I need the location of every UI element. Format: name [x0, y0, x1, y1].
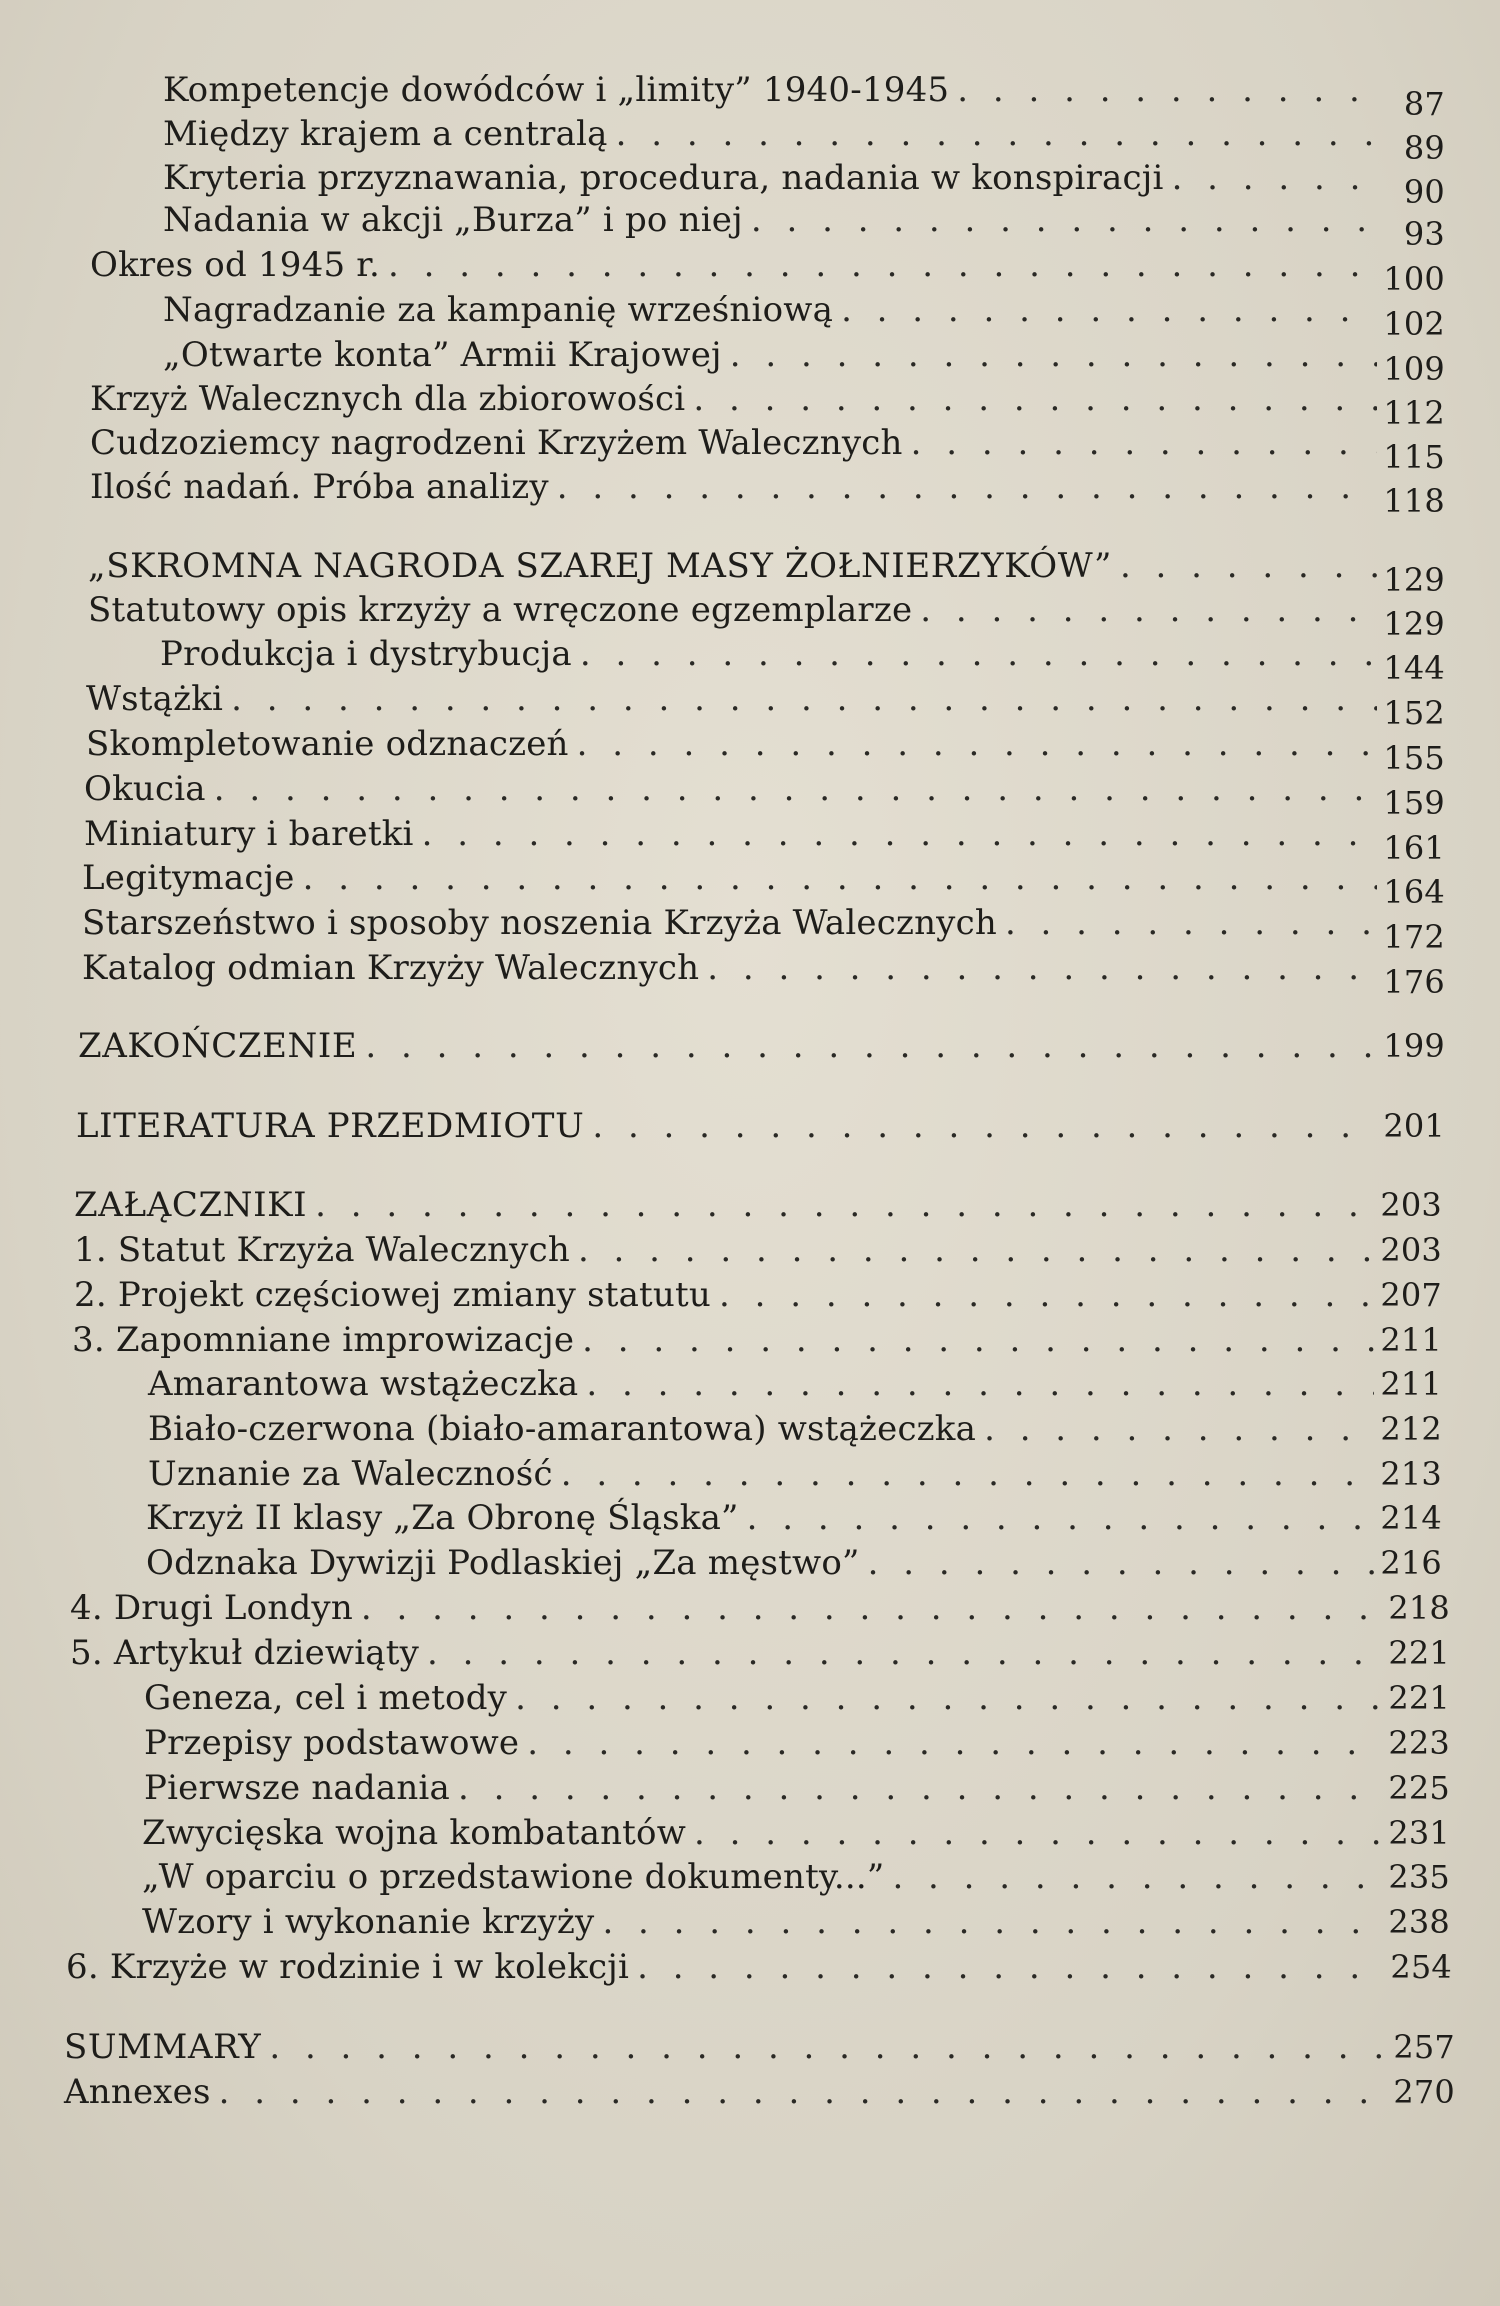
- toc-entry-title: Pierwsze nadania: [144, 1768, 450, 1808]
- dot-leader: [458, 1768, 1382, 1808]
- toc-entry: [74, 1185, 1442, 1225]
- toc-entry-page-number: 100: [1383, 260, 1445, 298]
- toc-entry-title: SUMMARY: [64, 2027, 262, 2067]
- dot-leader: [693, 379, 1377, 419]
- dot-leader: [911, 423, 1378, 463]
- toc-entry-title: Wzory i wykonanie krzyży: [142, 1902, 595, 1942]
- toc-entry-page-number: 112: [1383, 394, 1445, 432]
- toc-entry: [146, 1498, 1442, 1538]
- toc-entry: [70, 1633, 1450, 1673]
- toc-entry: [88, 590, 1445, 643]
- toc-entry-page-number: 207: [1380, 1276, 1442, 1314]
- dot-leader: [592, 1106, 1377, 1146]
- toc-entry: [163, 290, 1445, 343]
- toc-entry-page-number: 129: [1383, 561, 1445, 599]
- toc-entry-title: Kryteria przyznawania, procedura, nadania w konspiracji: [163, 158, 1164, 198]
- toc-entry: [78, 1026, 1445, 1066]
- dot-leader: [582, 1320, 1374, 1360]
- toc-entry-page-number: 152: [1383, 694, 1445, 732]
- dot-leader: [719, 1275, 1374, 1315]
- toc-entry-title: Między krajem a centralą: [163, 114, 608, 154]
- dot-leader: [747, 1498, 1375, 1538]
- toc-entry-title: Annexes: [64, 2072, 211, 2112]
- toc-entry-page-number: 89: [1403, 129, 1445, 167]
- toc-entry-page-number: 203: [1380, 1231, 1442, 1269]
- toc-entry-page-number: 254: [1390, 1948, 1452, 1986]
- dot-leader: [561, 1454, 1375, 1494]
- toc-entry: [90, 379, 1445, 432]
- toc-entry-page-number: 212: [1380, 1410, 1442, 1448]
- toc-entry-page-number: 270: [1393, 2073, 1455, 2111]
- toc-entry: [72, 1320, 1442, 1360]
- dot-leader: [515, 1678, 1382, 1718]
- dot-leader: [365, 1026, 1377, 1066]
- toc-entry-title: 4. Drugi Londyn: [70, 1588, 353, 1628]
- dot-leader: [841, 290, 1377, 330]
- toc-entry: [163, 114, 1445, 167]
- toc-entry-title: „SKROMNA NAGRODA SZAREJ MASY ŻOŁNIERZYKÓW”: [88, 546, 1112, 586]
- toc-entry-title: Legitymacje: [82, 858, 295, 898]
- toc-entry-title: Ilość nadań. Próba analizy: [90, 467, 549, 507]
- dot-leader: [1005, 903, 1377, 943]
- toc-entry-page-number: 102: [1383, 305, 1445, 343]
- toc-entry: [84, 814, 1445, 867]
- toc-entry-page-number: 109: [1383, 350, 1445, 388]
- toc-entry: [70, 1588, 1450, 1628]
- toc-entry-title: Geneza, cel i metody: [144, 1678, 508, 1718]
- toc-entry: [84, 769, 1445, 822]
- toc-entry-page-number: 211: [1380, 1365, 1442, 1403]
- toc-entry-title: Miniatury i baretki: [84, 814, 414, 854]
- toc-entry-page-number: 221: [1388, 1634, 1450, 1672]
- toc-entry-title: LITERATURA PRZEDMIOTU: [76, 1106, 585, 1146]
- toc-entry: [66, 1947, 1452, 1987]
- dot-leader: [578, 1230, 1374, 1270]
- toc-entry: [144, 1723, 1450, 1763]
- toc-entry-title: Cudzoziemcy nagrodzeni Krzyżem Walecznych: [90, 423, 903, 463]
- toc-entry-title: Statutowy opis krzyży a wręczone egzemplarze: [88, 590, 913, 630]
- toc-entry: [64, 2027, 1455, 2067]
- dot-leader: [422, 814, 1378, 854]
- toc-entry: [88, 546, 1445, 599]
- toc-entry-title: Okucia: [84, 769, 206, 809]
- toc-entry: [74, 1275, 1442, 1315]
- toc-entry-title: 3. Zapomniane improwizacje: [72, 1320, 575, 1360]
- toc-entry-title: 2. Projekt częściowej zmiany statutu: [74, 1275, 711, 1315]
- dot-leader: [1120, 546, 1377, 586]
- dot-leader: [557, 467, 1378, 507]
- toc-entry: [86, 724, 1445, 777]
- dot-leader: [957, 70, 1387, 110]
- toc-entry: [90, 423, 1445, 476]
- toc-entry-page-number: 176: [1383, 963, 1445, 1001]
- toc-entry-title: Biało-czerwona (biało-amarantowa) wstążeczka: [148, 1409, 977, 1449]
- toc-entry-title: Nagradzanie za kampanię wrześniową: [163, 290, 834, 330]
- dot-leader: [984, 1409, 1374, 1449]
- toc-entry-page-number: 199: [1383, 1027, 1445, 1065]
- dot-leader: [602, 1902, 1382, 1942]
- toc-entry-page-number: 93: [1403, 215, 1445, 253]
- toc-entry-page-number: 201: [1383, 1107, 1445, 1145]
- toc-entry-title: Okres od 1945 r.: [90, 245, 381, 285]
- toc-entry: [82, 858, 1445, 911]
- dot-leader: [269, 2027, 1387, 2067]
- toc-entry-title: 6. Krzyże w rodzinie i w kolekcji: [66, 1947, 630, 1987]
- toc-entry-page-number: 213: [1380, 1455, 1442, 1493]
- dot-leader: [920, 590, 1377, 630]
- toc-entry-page-number: 164: [1383, 873, 1445, 911]
- dot-leader: [586, 1364, 1374, 1404]
- dot-leader: [868, 1543, 1375, 1583]
- dot-leader: [527, 1723, 1382, 1763]
- toc-entry-title: Nadania w akcji „Burza” i po niej: [163, 200, 743, 240]
- toc-entry: [90, 245, 1445, 298]
- toc-entry: [142, 1813, 1450, 1853]
- toc-entry-title: ZAKOŃCZENIE: [78, 1026, 358, 1066]
- dot-leader: [707, 948, 1377, 988]
- toc-entry-title: Skompletowanie odznaczeń: [86, 724, 569, 764]
- toc-entry-title: Katalog odmian Krzyży Walecznych: [82, 948, 700, 988]
- toc-entry-title: Krzyż Walecznych dla zbiorowości: [90, 379, 686, 419]
- dot-leader: [231, 679, 1377, 719]
- toc-entry-title: 5. Artykuł dziewiąty: [70, 1633, 420, 1673]
- toc-entry-title: Przepisy podstawowe: [144, 1723, 520, 1763]
- dot-leader: [219, 2072, 1388, 2112]
- toc-entry-page-number: 218: [1388, 1589, 1450, 1627]
- dot-leader: [361, 1588, 1382, 1628]
- toc-entry-title: „W oparciu o przedstawione dokumenty...”: [142, 1857, 885, 1897]
- dot-leader: [388, 245, 1377, 285]
- toc-entry: [148, 1409, 1442, 1449]
- dot-leader: [577, 724, 1378, 764]
- toc-entry: [86, 679, 1445, 732]
- toc-entry-page-number: 223: [1388, 1724, 1450, 1762]
- toc-entry-title: Produkcja i dystrybucja: [160, 634, 572, 674]
- toc-entry: [163, 335, 1445, 388]
- toc-entry-title: Starszeństwo i sposoby noszenia Krzyża Walecznych: [82, 903, 997, 943]
- toc-entry-page-number: 211: [1380, 1321, 1442, 1359]
- toc-entry-page-number: 161: [1383, 829, 1445, 867]
- dot-leader: [303, 858, 1378, 898]
- toc-entry-title: Odznaka Dywizji Podlaskiej „Za męstwo”: [146, 1543, 860, 1583]
- toc-entry-page-number: 214: [1380, 1499, 1442, 1537]
- toc-entry-page-number: 118: [1383, 482, 1445, 520]
- toc-entry-page-number: 231: [1388, 1814, 1450, 1852]
- dot-leader: [637, 1947, 1384, 1987]
- toc-entry-page-number: 238: [1388, 1903, 1450, 1941]
- dot-leader: [892, 1857, 1382, 1897]
- toc-entry: [144, 1678, 1450, 1718]
- toc-entry: [142, 1857, 1450, 1897]
- toc-entry-title: Uznanie za Waleczność: [148, 1454, 553, 1494]
- toc-entry-title: 1. Statut Krzyża Walecznych: [74, 1230, 570, 1270]
- toc-entry-title: Amarantowa wstążeczka: [148, 1364, 579, 1404]
- toc-entry: [74, 1230, 1442, 1270]
- toc-entry-page-number: 225: [1388, 1769, 1450, 1807]
- toc-entry-title: Krzyż II klasy „Za Obronę Śląska”: [146, 1498, 739, 1538]
- toc-entry: [142, 1902, 1450, 1942]
- toc-entry: [76, 1106, 1445, 1146]
- toc-entry-title: Kompetencje dowódców i „limity” 1940-1945: [163, 70, 950, 110]
- toc-entry-title: „Otwarte konta” Armii Krajowej: [163, 335, 722, 375]
- toc-entry: [163, 158, 1445, 211]
- toc-entry-title: Wstążki: [86, 679, 224, 719]
- toc-entry: [146, 1543, 1442, 1583]
- dot-leader: [751, 200, 1387, 240]
- toc-entry: [64, 2072, 1455, 2112]
- toc-entry-page-number: 129: [1383, 605, 1445, 643]
- dot-leader: [214, 769, 1378, 809]
- toc-entry-page-number: 155: [1383, 739, 1445, 777]
- dot-leader: [694, 1813, 1382, 1853]
- toc-entry-page-number: 257: [1393, 2028, 1455, 2066]
- toc-entry-page-number: 235: [1388, 1858, 1450, 1896]
- toc-entry: [160, 634, 1445, 687]
- toc-entry-title: ZAŁĄCZNIKI: [74, 1185, 308, 1225]
- toc-entry: [90, 467, 1445, 520]
- dot-leader: [427, 1633, 1382, 1673]
- toc-entry: [148, 1364, 1442, 1404]
- toc-entry-title: Zwycięska wojna kombatantów: [142, 1813, 687, 1853]
- dot-leader: [315, 1185, 1374, 1225]
- toc-entry: [163, 200, 1445, 253]
- dot-leader: [616, 114, 1387, 154]
- toc-entry-page-number: 216: [1380, 1544, 1442, 1582]
- toc-entry: [148, 1454, 1442, 1494]
- toc-entry: [82, 903, 1445, 956]
- dot-leader: [580, 634, 1377, 674]
- toc-entry-page-number: 115: [1383, 438, 1445, 476]
- toc-entry-page-number: 90: [1403, 173, 1445, 211]
- toc-entry-page-number: 159: [1383, 784, 1445, 822]
- toc-entry-page-number: 221: [1388, 1679, 1450, 1717]
- toc-entry-page-number: 144: [1383, 649, 1445, 687]
- toc-entry-page-number: 203: [1380, 1186, 1442, 1224]
- dot-leader: [730, 335, 1378, 375]
- toc-entry-page-number: 87: [1403, 85, 1445, 123]
- toc-entry: [163, 70, 1445, 123]
- dot-leader: [1172, 158, 1387, 198]
- toc-entry: [144, 1768, 1450, 1808]
- toc-entry: [82, 948, 1445, 1001]
- toc-entry-page-number: 172: [1383, 918, 1445, 956]
